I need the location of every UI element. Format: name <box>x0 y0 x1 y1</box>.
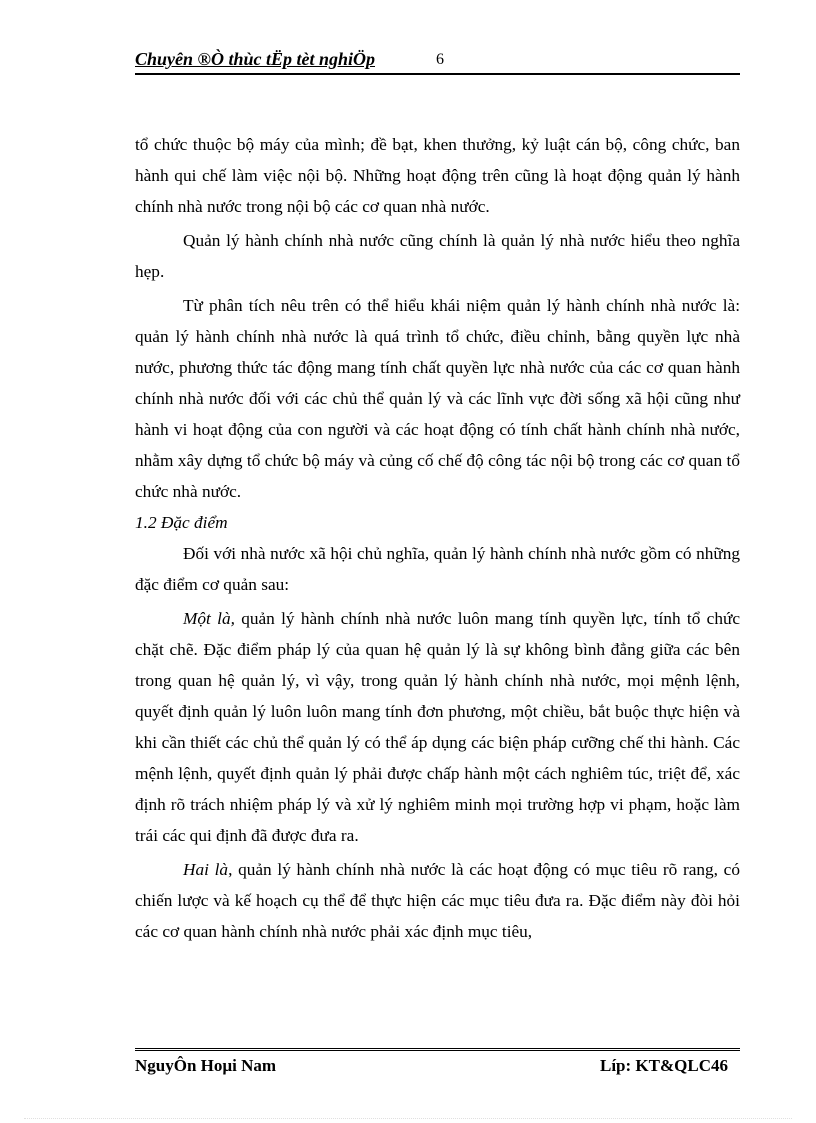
paragraph-second-characteristic <box>135 854 740 947</box>
page-number: 6 <box>436 51 444 68</box>
second-characteristic-lead: Hai là <box>183 860 229 879</box>
paragraph-narrow-definition: Quản lý hành chính nhà nước cũng chính là quản lý nhà nước hiểu theo nghĩa hẹp. <box>135 231 740 281</box>
class-label: Líp: KT&QLC46 <box>600 1056 728 1075</box>
paragraph-characteristics-intro: Đối với nhà nước xã hội chủ nghĩa, quản lý hành chính nhà nước gồm có những đặc điểm cơ quản sau: <box>135 544 740 594</box>
document-title: Chuyên ®Ò thùc tËp tèt nghiÖp <box>135 49 375 69</box>
document-body <box>135 129 740 947</box>
page-header <box>135 49 740 75</box>
page-edge-divider <box>24 1118 792 1119</box>
second-characteristic-body: , quản lý hành chính nhà nước là các hoạt động có mục tiêu rõ rang, có chiến lược và kế hoạch cụ thể để thực hiện các mục tiêu đưa ra. Đặc điểm này đòi hỏi các cơ quan hành chính nhà nước phải xác định mục tiêu, <box>135 860 740 941</box>
first-characteristic-lead: Một là, <box>183 609 235 628</box>
paragraph-continuation: tổ chức thuộc bộ máy của mình; đề bạt, khen thưởng, kỷ luật cán bộ, công chức, ban hành qui chế làm việc nội bộ. Những hoạt động trên cũng là hoạt động quản lý hành chính nhà nước trong nội bộ các cơ quan nhà nước. <box>135 135 740 216</box>
paragraph-first-characteristic <box>135 603 740 851</box>
page-footer <box>135 1048 740 1079</box>
paragraph-concept-definition: Từ phân tích nêu trên có thể hiểu khái niệm quản lý hành chính nhà nước là: quản lý hành chính nhà nước là quá trình tổ chức, điều chỉnh, bằng quyền lực nhà nước, phương thức tác động mang tính chất quyền lực nhà nước của các cơ quan hành chính nhà nước đối với các chủ thể quản lý và các lĩnh vực đời sống xã hội cũng như hành vi hoạt động của con người và các hoạt động có tính chất hành chính nhà nước, nhằm xây dựng tổ chức bộ máy và củng cố chế độ công tác nội bộ trong các cơ quan tổ chức nhà nước. <box>135 296 740 501</box>
first-characteristic-body: quản lý hành chính nhà nước luôn mang tính quyền lực, tính tổ chức chặt chẽ. Đặc điểm pháp lý của quan hệ quản lý là sự không bình đẳng giữa các bên trong quan hệ quản lý, vì vậy, trong quản lý hành chính nhà nước, mọi mệnh lệnh, quyết định quản lý luôn luôn mang tính đơn phương, một chiều, bắt buộc thực hiện và khi cần thiết các chủ thể quản lý có thể áp dụng các biện pháp cưỡng chế thi hành. Các mệnh lệnh, quyết định quản lý phải được chấp hành một cách nghiêm túc, triệt để, xác định rõ trách nhiệm pháp lý và xử lý nghiêm minh mọi trường hợp vi phạm, hoặc làm trái các qui định đã được đưa ra. <box>135 609 740 845</box>
author-name: NguyÔn Hoµi Nam <box>135 1056 277 1075</box>
section-heading: 1.2 Đặc điểm <box>135 513 228 532</box>
